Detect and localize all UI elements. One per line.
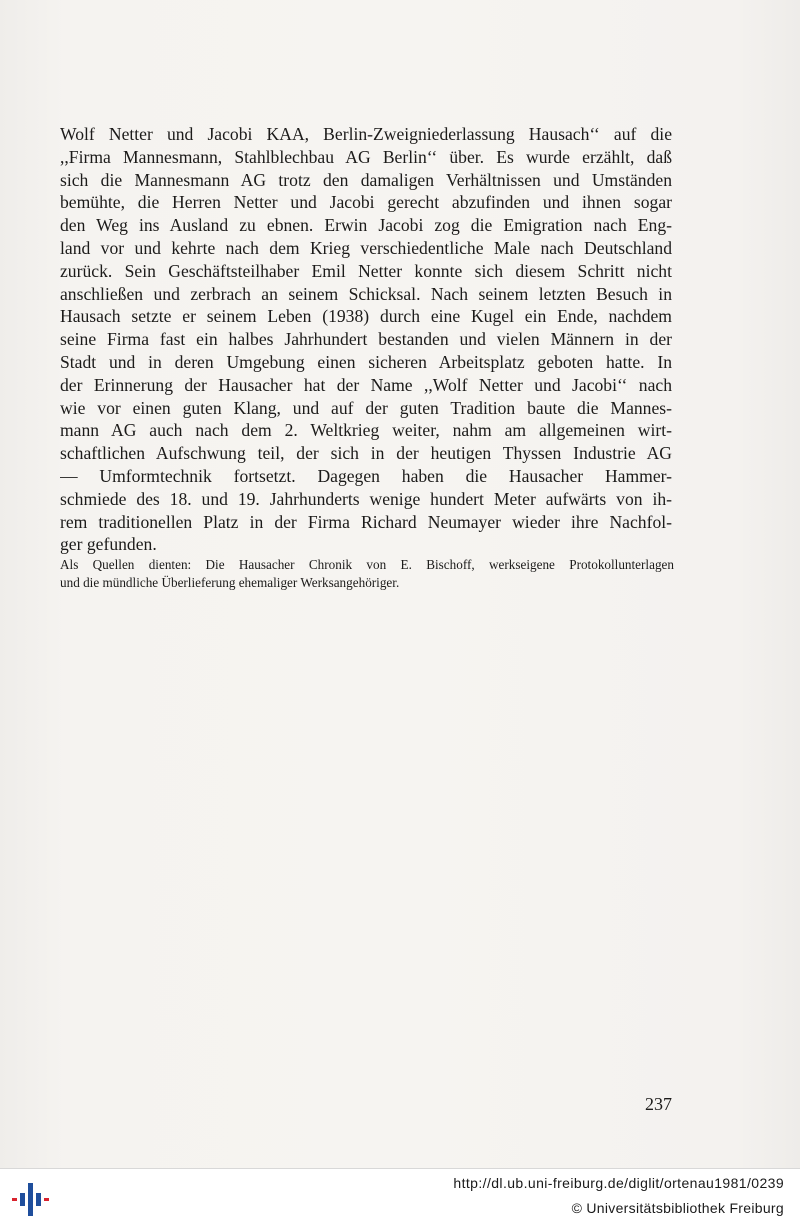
text-line: land vor und kehrte nach dem Krieg verschiedentliche Male nach Deutschland [60, 237, 672, 258]
text-line: Wolf Netter und Jacobi KAA, Berlin-Zweigniederlassung Hausach‘‘ auf die [60, 124, 672, 144]
text-line: schaftlichen Aufschwung teil, der sich in der heutigen Thyssen Industrie AG [60, 443, 672, 464]
ub-freiburg-logo-icon [12, 1181, 52, 1217]
footnote-line: Als Quellen dienten: Die Hausacher Chronik von E. Bischoff, werkseigene Protokollunterlagen [60, 557, 674, 572]
text-line: ,,Firma Mannesmann, Stahlblechbau AG Berlin‘‘ über. Es wurde erzählt, daß [60, 146, 672, 167]
text-line: anschließen und zerbrach an seinem Schicksal. Nach seinem letzten Besuch in [60, 283, 672, 304]
text-line: ger gefunden. [60, 534, 157, 555]
page-number: 237 [645, 1094, 672, 1114]
permalink-url[interactable]: http://dl.ub.uni-freiburg.de/diglit/ortenau1981/0239 [453, 1175, 784, 1191]
text-line: der Erinnerung der Hausacher hat der Name ,,Wolf Netter und Jacobi‘‘ nach [60, 374, 672, 395]
copyright-notice: © Universitätsbibliothek Freiburg [571, 1200, 784, 1216]
sources-footnote [60, 556, 674, 592]
text-line: rem traditionellen Platz in der Firma Richard Neumayer wieder ihre Nachfol- [60, 511, 672, 532]
text-line: — Umformtechnik fortsetzt. Dagegen haben die Hausacher Hammer- [60, 465, 672, 486]
text-line: den Weg ins Ausland zu ebnen. Erwin Jacobi zog die Emigration nach Eng- [60, 215, 672, 236]
text-line: bemühte, die Herren Netter und Jacobi gerecht abzufinden und ihnen sogar [60, 192, 672, 213]
body-text [60, 123, 672, 556]
text-line: schmiede des 18. und 19. Jahrhunderts wenige hundert Meter aufwärts von ih- [60, 488, 672, 509]
text-line: zurück. Sein Geschäftsteilhaber Emil Netter konnte sich diesem Schritt nicht [60, 260, 672, 281]
text-line: seine Firma fast ein halbes Jahrhundert bestanden und vielen Männern in der [60, 329, 672, 350]
text-line: wie vor einen guten Klang, und auf der guten Tradition baute die Mannes- [60, 397, 672, 418]
text-line: Hausach setzte er seinem Leben (1938) durch eine Kugel ein Ende, nachdem [60, 306, 672, 327]
footer-bar [0, 1168, 800, 1226]
text-line: Stadt und in deren Umgebung einen sicheren Arbeitsplatz geboten hatte. In [60, 351, 672, 372]
text-line: sich die Mannesmann AG trotz den damaligen Verhältnissen und Umständen [60, 169, 672, 190]
footnote-line: und die mündliche Überlieferung ehemaliger Werksangehöriger. [60, 575, 400, 590]
text-line: mann AG auch nach dem 2. Weltkrieg weiter, nahm am allgemeinen wirt- [60, 420, 672, 441]
